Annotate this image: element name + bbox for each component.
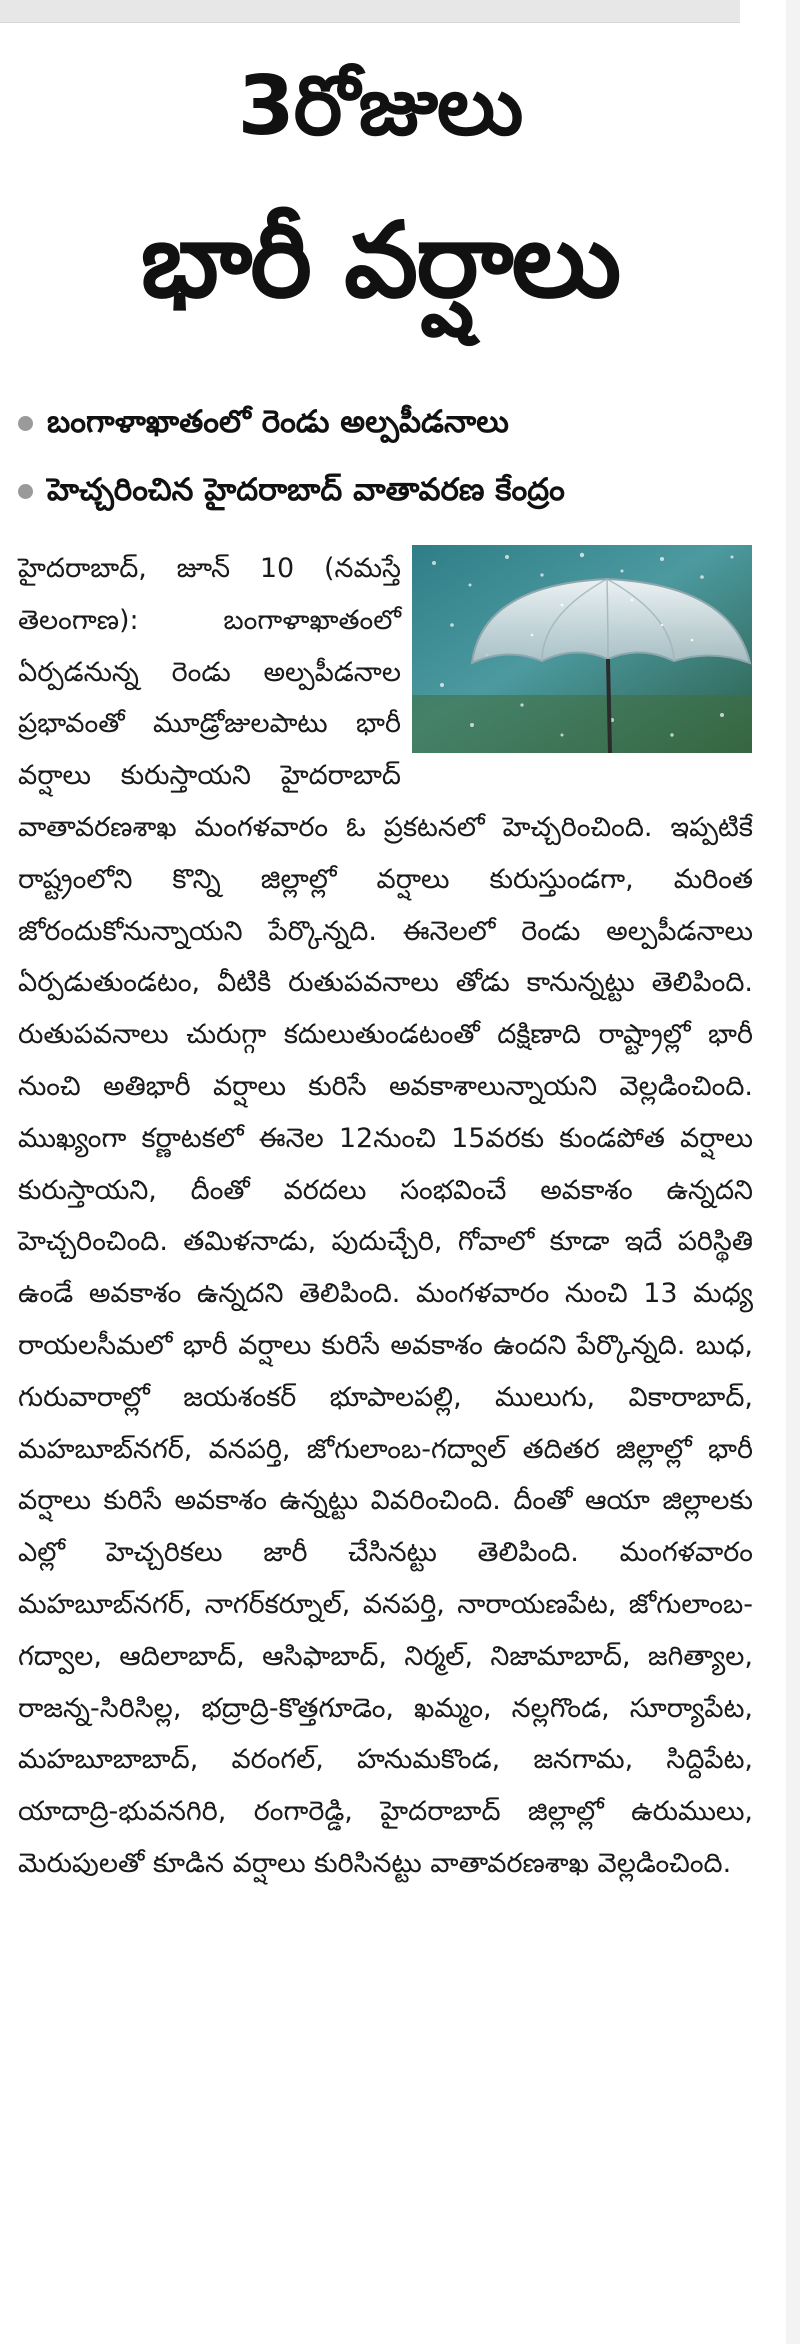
article-text: బంగాళాఖాతంలో ఏర్పడనున్న రెండు అల్పపీడనాల ప్రభావంతో మూడ్రోజులపాటు భారీ వర్షాలు కురుస్తాయని హైదరాబాద్ వాతావరణశాఖ మంగళవారం ఓ ప్రకటనలో హెచ్చరించింది. ఇప్పటికే రాష్ట్రంలోని కొన్ని జిల్లాల్లో వర్షాలు కురుస్తుండగా, మరింత జోరందుకోనున్నాయని పేర్కొన్నది. ఈనెలలో రెండు అల్పపీడనాలు ఏర్పడుతుండటం, వీటికి రుతుపవనాలు తోడు కానున్నట్టు తెలిపింది. రుతుపవనాలు చురుగ్గా కదులుతుండటంతో దక్షిణాది రాష్ట్రాల్లో భారీ నుంచి అతిభారీ వర్షాలు కురిసే అవకాశాలున్నాయని వెల్లడించింది. ముఖ్యంగా కర్ణాటకలో ఈనెల 12నుంచి 15వరకు కుండపోత వర్షాలు కురుస్తాయని, దీంతో వరదలు సంభవించే అవకాశం ఉన్నదని హెచ్చరించింది. తమిళనాడు, పుదుచ్చేరి, గోవాలో కూడా ఇదే పరిస్థితి ఉండే అవకాశం ఉన్నదని తెలిపింది. మంగళవారం నుంచి 13 మధ్య రాయలసీమలో భారీ వర్షాలు కురిసే అవకాశం ఉందని పేర్కొన్నది. బుధ, గురువారాల్లో జయశంకర్ భూపాలపల్లి, ములుగు, వికారాబాద్, మహబూబ్‌నగర్, వనపర్తి, జోగులాంబ-గద్వాల్ తదితర జిల్లాల్లో భారీ వర్షాలు కురిసే అవకాశం ఉన్నట్టు వివరించింది. దీంతో ఆయా జిల్లాలకు ఎల్లో హెచ్చరికలు జారీ చేసినట్టు తెలిపింది. మంగళవారం మహబూబ్‌నగర్, నాగర్‌కర్నూల్, వనపర్తి, నారాయణపేట, జోగులాంబ-గద్వాల, ఆదిలాబాద్, ఆసిఫాబాద్, నిర్మల్, నిజామాబాద్, జగిత్యాల, రాజన్న-సిరిసిల్ల, భద్రాద్రి-కొత్తగూడెం, ఖమ్మం, నల్లగొండ, సూర్యాపేట, మహబూబాబాద్, వరంగల్, హనుమకొండ, జనగామ, సిద్దిపేట, యాదాద్రి-భువనగిరి, రంగారెడ్డి, హైదరాబాద్ జిల్లాల్లో ఉరుములు, మెరుపులతో కూడిన వర్షాలు కురిసినట్టు వాతావరణశాఖ వెల్లడించింది.	[18, 604, 753, 1879]
subhead-1-text: బంగాళాఖాతంలో రెండు అల్పపీడనాలు	[47, 404, 509, 440]
top-margin-strip	[0, 0, 740, 23]
subhead-1	[18, 398, 758, 446]
subhead-2-text: హెచ్చరించిన హైదరాబాద్ వాతావరణ కేంద్రం	[47, 472, 565, 508]
bullet-icon	[18, 484, 33, 499]
article-dateline: హైదరాబాద్, జూన్ 10 (నమస్తే తెలంగాణ):	[18, 553, 401, 636]
page-edge	[786, 0, 800, 2344]
headline-line-1: 3రోజులు	[237, 59, 523, 154]
photo-wrap-space	[401, 543, 753, 755]
headline-line-2: భారీ వర్షాలు	[140, 199, 620, 321]
subhead-2	[18, 466, 758, 514]
bullet-icon	[18, 416, 33, 431]
article-body	[18, 543, 753, 1890]
